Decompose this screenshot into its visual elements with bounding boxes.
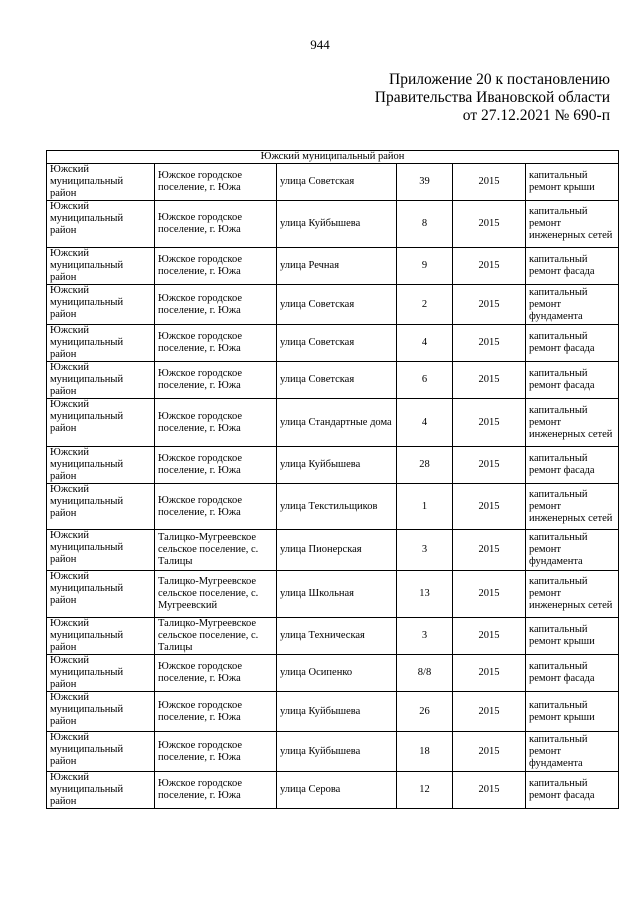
- cell-street: улица Куйбышева: [277, 201, 397, 248]
- cell-settlement: Южское городское поселение, г. Южа: [155, 655, 277, 692]
- cell-district: Южский муниципальный район: [47, 618, 155, 655]
- cell-year: 2015: [453, 362, 526, 399]
- cell-district: Южский муниципальный район: [47, 285, 155, 325]
- cell-year: 2015: [453, 618, 526, 655]
- cell-work-type: капитальный ремонт инженерных сетей: [526, 484, 619, 530]
- cell-work-type: капитальный ремонт фундамента: [526, 530, 619, 571]
- cell-district: Южский муниципальный район: [47, 692, 155, 732]
- table-row: [47, 772, 619, 809]
- table-row: [47, 362, 619, 399]
- cell-year: 2015: [453, 201, 526, 248]
- table-row: [47, 484, 619, 530]
- appendix-line-3: от 27.12.2021 № 690-п: [462, 107, 610, 124]
- cell-district: Южский муниципальный район: [47, 732, 155, 772]
- cell-house-number: 4: [397, 325, 453, 362]
- cell-settlement: Южское городское поселение, г. Южа: [155, 325, 277, 362]
- cell-street: улица Школьная: [277, 571, 397, 618]
- cell-street: улица Советская: [277, 285, 397, 325]
- cell-work-type: капитальный ремонт крыши: [526, 692, 619, 732]
- repair-table: [46, 150, 619, 809]
- cell-street: улица Речная: [277, 248, 397, 285]
- table-row: [47, 201, 619, 248]
- cell-house-number: 6: [397, 362, 453, 399]
- cell-year: 2015: [453, 248, 526, 285]
- cell-street: улица Советская: [277, 325, 397, 362]
- cell-settlement: Южское городское поселение, г. Южа: [155, 164, 277, 201]
- table-row: [47, 285, 619, 325]
- cell-street: улица Советская: [277, 164, 397, 201]
- cell-settlement: Южское городское поселение, г. Южа: [155, 732, 277, 772]
- cell-work-type: капитальный ремонт крыши: [526, 164, 619, 201]
- cell-year: 2015: [453, 692, 526, 732]
- cell-house-number: 39: [397, 164, 453, 201]
- page-number: 944: [310, 37, 330, 52]
- cell-work-type: капитальный ремонт фасада: [526, 248, 619, 285]
- cell-district: Южский муниципальный район: [47, 772, 155, 809]
- cell-district: Южский муниципальный район: [47, 571, 155, 618]
- cell-work-type: капитальный ремонт инженерных сетей: [526, 201, 619, 248]
- cell-year: 2015: [453, 484, 526, 530]
- cell-street: улица Серова: [277, 772, 397, 809]
- cell-district: Южский муниципальный район: [47, 362, 155, 399]
- cell-district: Южский муниципальный район: [47, 655, 155, 692]
- cell-work-type: капитальный ремонт фасада: [526, 362, 619, 399]
- cell-street: улица Текстильщиков: [277, 484, 397, 530]
- cell-work-type: капитальный ремонт фасада: [526, 655, 619, 692]
- table-row: [47, 325, 619, 362]
- cell-settlement: Южское городское поселение, г. Южа: [155, 447, 277, 484]
- cell-house-number: 9: [397, 248, 453, 285]
- cell-settlement: Талицко-Мугреевское сельское поселение, с. Мугреевский: [155, 571, 277, 618]
- cell-year: 2015: [453, 399, 526, 447]
- cell-year: 2015: [453, 571, 526, 618]
- cell-work-type: капитальный ремонт фундамента: [526, 732, 619, 772]
- cell-year: 2015: [453, 732, 526, 772]
- cell-district: Южский муниципальный район: [47, 484, 155, 530]
- cell-district: Южский муниципальный район: [47, 164, 155, 201]
- cell-settlement: Южское городское поселение, г. Южа: [155, 362, 277, 399]
- cell-house-number: 3: [397, 530, 453, 571]
- cell-district: Южский муниципальный район: [47, 530, 155, 571]
- cell-settlement: Южское городское поселение, г. Южа: [155, 285, 277, 325]
- table-row: [47, 447, 619, 484]
- cell-settlement: Южское городское поселение, г. Южа: [155, 399, 277, 447]
- table-row: [47, 732, 619, 772]
- cell-settlement: Южское городское поселение, г. Южа: [155, 248, 277, 285]
- cell-street: улица Советская: [277, 362, 397, 399]
- cell-street: улица Куйбышева: [277, 732, 397, 772]
- cell-district: Южский муниципальный район: [47, 399, 155, 447]
- cell-house-number: 18: [397, 732, 453, 772]
- cell-work-type: капитальный ремонт фасада: [526, 325, 619, 362]
- cell-work-type: капитальный ремонт фундамента: [526, 285, 619, 325]
- cell-house-number: 1: [397, 484, 453, 530]
- appendix-line-1: Приложение 20 к постановлению: [389, 71, 610, 88]
- cell-district: Южский муниципальный район: [47, 325, 155, 362]
- appendix-header: [375, 71, 610, 125]
- cell-street: улица Техническая: [277, 618, 397, 655]
- cell-work-type: капитальный ремонт фасада: [526, 772, 619, 809]
- table-row: [47, 248, 619, 285]
- cell-year: 2015: [453, 772, 526, 809]
- cell-year: 2015: [453, 655, 526, 692]
- cell-work-type: капитальный ремонт крыши: [526, 618, 619, 655]
- cell-house-number: 26: [397, 692, 453, 732]
- cell-work-type: капитальный ремонт инженерных сетей: [526, 399, 619, 447]
- cell-settlement: Южское городское поселение, г. Южа: [155, 772, 277, 809]
- cell-year: 2015: [453, 285, 526, 325]
- cell-year: 2015: [453, 325, 526, 362]
- table-row: [47, 655, 619, 692]
- table-row: [47, 618, 619, 655]
- cell-house-number: 3: [397, 618, 453, 655]
- section-title: Южский муниципальный район: [47, 151, 619, 164]
- cell-year: 2015: [453, 447, 526, 484]
- appendix-line-2: Правительства Ивановской области: [374, 89, 610, 106]
- cell-house-number: 8: [397, 201, 453, 248]
- cell-settlement: Талицко-Мугреевское сельское поселение, с. Талицы: [155, 618, 277, 655]
- cell-work-type: капитальный ремонт инженерных сетей: [526, 571, 619, 618]
- cell-street: улица Куйбышева: [277, 447, 397, 484]
- cell-street: улица Пионерская: [277, 530, 397, 571]
- section-row: [47, 151, 619, 164]
- cell-house-number: 2: [397, 285, 453, 325]
- cell-settlement: Талицко-Мугреевское сельское поселение, с. Талицы: [155, 530, 277, 571]
- cell-work-type: капитальный ремонт фасада: [526, 447, 619, 484]
- table-row: [47, 530, 619, 571]
- cell-settlement: Южское городское поселение, г. Южа: [155, 692, 277, 732]
- cell-year: 2015: [453, 164, 526, 201]
- cell-house-number: 4: [397, 399, 453, 447]
- cell-district: Южский муниципальный район: [47, 447, 155, 484]
- cell-street: улица Стандартные дома: [277, 399, 397, 447]
- cell-house-number: 12: [397, 772, 453, 809]
- table-row: [47, 399, 619, 447]
- cell-district: Южский муниципальный район: [47, 248, 155, 285]
- cell-year: 2015: [453, 530, 526, 571]
- cell-district: Южский муниципальный район: [47, 201, 155, 248]
- table-row: [47, 571, 619, 618]
- cell-street: улица Осипенко: [277, 655, 397, 692]
- cell-house-number: 8/8: [397, 655, 453, 692]
- cell-settlement: Южское городское поселение, г. Южа: [155, 484, 277, 530]
- cell-house-number: 13: [397, 571, 453, 618]
- table-row: [47, 692, 619, 732]
- repair-table-body: [47, 151, 619, 809]
- cell-settlement: Южское городское поселение, г. Южа: [155, 201, 277, 248]
- table-row: [47, 164, 619, 201]
- cell-house-number: 28: [397, 447, 453, 484]
- cell-street: улица Куйбышева: [277, 692, 397, 732]
